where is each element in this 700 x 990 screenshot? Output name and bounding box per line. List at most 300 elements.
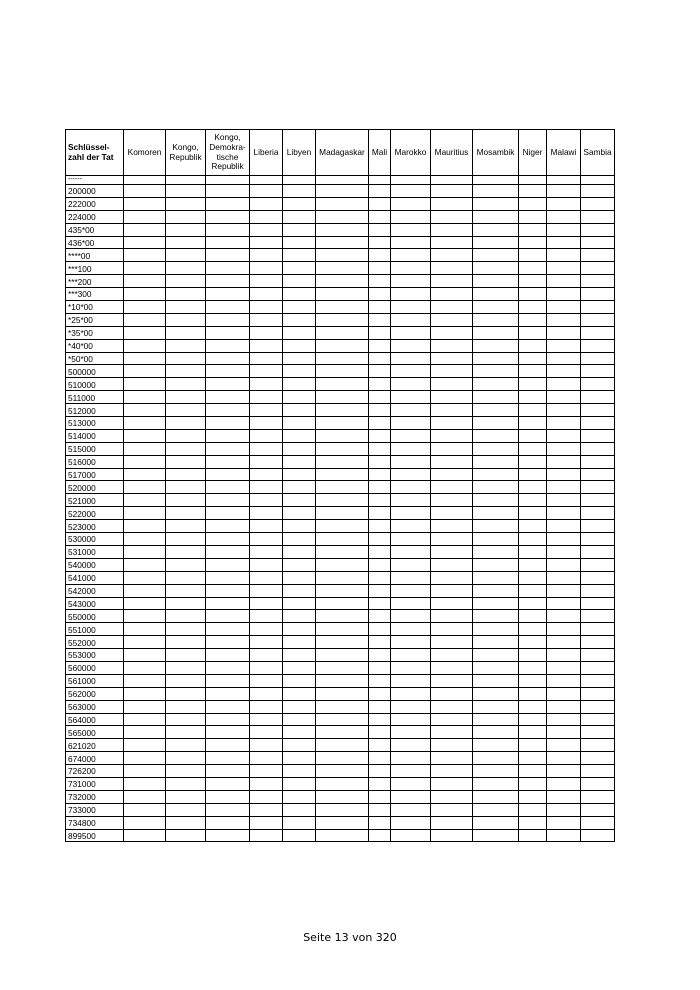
value-cell	[431, 197, 473, 210]
value-cell	[166, 378, 206, 391]
value-cell	[369, 236, 391, 249]
value-cell	[581, 636, 615, 649]
table-row	[66, 197, 615, 210]
value-cell	[283, 417, 316, 430]
key-number-cell: 520000	[66, 481, 124, 494]
value-cell	[206, 610, 250, 623]
value-cell	[547, 752, 581, 765]
key-number-cell: 561000	[66, 674, 124, 687]
value-cell	[391, 545, 431, 558]
value-cell	[166, 790, 206, 803]
value-cell	[316, 417, 369, 430]
table-header-row	[66, 130, 615, 176]
value-cell	[473, 571, 519, 584]
value-cell	[124, 726, 166, 739]
value-cell	[581, 700, 615, 713]
value-cell	[473, 313, 519, 326]
table-row	[66, 223, 615, 236]
table-row	[66, 210, 615, 223]
value-cell	[316, 571, 369, 584]
table-row	[66, 520, 615, 533]
value-cell	[473, 545, 519, 558]
value-cell	[581, 197, 615, 210]
value-cell	[391, 610, 431, 623]
value-cell	[124, 417, 166, 430]
value-cell	[369, 197, 391, 210]
value-cell	[369, 829, 391, 842]
value-cell	[547, 352, 581, 365]
value-cell	[316, 558, 369, 571]
value-cell	[124, 326, 166, 339]
value-cell	[206, 739, 250, 752]
key-number-cell: 516000	[66, 455, 124, 468]
table-row	[66, 803, 615, 816]
value-cell	[316, 249, 369, 262]
value-cell	[431, 649, 473, 662]
value-cell	[124, 210, 166, 223]
value-cell	[473, 790, 519, 803]
value-cell	[283, 752, 316, 765]
value-cell	[124, 674, 166, 687]
value-cell	[369, 661, 391, 674]
value-cell	[316, 726, 369, 739]
value-cell	[431, 739, 473, 752]
value-cell	[431, 236, 473, 249]
value-cell	[250, 455, 283, 468]
value-cell	[391, 352, 431, 365]
value-cell	[547, 829, 581, 842]
value-cell	[316, 752, 369, 765]
value-cell	[519, 713, 547, 726]
value-cell	[473, 687, 519, 700]
value-cell	[206, 584, 250, 597]
value-cell	[431, 610, 473, 623]
value-cell	[206, 816, 250, 829]
value-cell	[250, 365, 283, 378]
value-cell	[250, 726, 283, 739]
value-cell	[250, 623, 283, 636]
value-cell	[473, 442, 519, 455]
value-cell	[124, 765, 166, 778]
value-cell	[581, 326, 615, 339]
value-cell	[581, 713, 615, 726]
value-cell	[166, 700, 206, 713]
value-cell	[431, 455, 473, 468]
value-cell	[431, 442, 473, 455]
key-number-cell: 550000	[66, 610, 124, 623]
table-row	[66, 288, 615, 301]
value-cell	[124, 752, 166, 765]
value-cell	[473, 176, 519, 185]
value-cell	[124, 352, 166, 365]
value-cell	[250, 339, 283, 352]
table-row	[66, 236, 615, 249]
value-cell	[206, 713, 250, 726]
value-cell	[369, 326, 391, 339]
value-cell	[124, 597, 166, 610]
value-cell	[431, 661, 473, 674]
value-cell	[166, 674, 206, 687]
value-cell	[283, 674, 316, 687]
value-cell	[124, 313, 166, 326]
value-cell	[519, 533, 547, 546]
table-row	[66, 700, 615, 713]
value-cell	[473, 326, 519, 339]
value-cell	[519, 803, 547, 816]
value-cell	[250, 507, 283, 520]
value-cell	[581, 236, 615, 249]
value-cell	[283, 481, 316, 494]
value-cell	[473, 417, 519, 430]
value-cell	[166, 275, 206, 288]
value-cell	[316, 223, 369, 236]
value-cell	[581, 739, 615, 752]
value-cell	[581, 176, 615, 185]
value-cell	[431, 584, 473, 597]
value-cell	[391, 417, 431, 430]
value-cell	[250, 176, 283, 185]
value-cell	[581, 210, 615, 223]
value-cell	[431, 597, 473, 610]
value-cell	[206, 185, 250, 198]
value-cell	[250, 288, 283, 301]
value-cell	[283, 765, 316, 778]
value-cell	[206, 765, 250, 778]
value-cell	[391, 507, 431, 520]
value-cell	[369, 378, 391, 391]
value-cell	[206, 429, 250, 442]
value-cell	[391, 301, 431, 314]
value-cell	[431, 339, 473, 352]
value-cell	[519, 623, 547, 636]
value-cell	[166, 816, 206, 829]
value-cell	[316, 468, 369, 481]
value-cell	[124, 378, 166, 391]
value-cell	[166, 571, 206, 584]
value-cell	[391, 378, 431, 391]
value-cell	[369, 790, 391, 803]
value-cell	[391, 429, 431, 442]
value-cell	[206, 790, 250, 803]
value-cell	[283, 197, 316, 210]
value-cell	[316, 507, 369, 520]
value-cell	[316, 649, 369, 662]
key-number-cell: 564000	[66, 713, 124, 726]
value-cell	[206, 558, 250, 571]
value-cell	[124, 494, 166, 507]
value-cell	[369, 417, 391, 430]
value-cell	[369, 687, 391, 700]
value-cell	[250, 197, 283, 210]
value-cell	[206, 339, 250, 352]
value-cell	[250, 417, 283, 430]
country-column-header: Niger	[519, 130, 547, 176]
value-cell	[206, 275, 250, 288]
table-row	[66, 275, 615, 288]
value-cell	[473, 777, 519, 790]
value-cell	[316, 545, 369, 558]
value-cell	[547, 417, 581, 430]
value-cell	[250, 313, 283, 326]
value-cell	[519, 571, 547, 584]
key-number-cell: 551000	[66, 623, 124, 636]
value-cell	[391, 288, 431, 301]
value-cell	[283, 739, 316, 752]
country-column-header: Liberia	[250, 130, 283, 176]
value-cell	[316, 352, 369, 365]
value-cell	[431, 262, 473, 275]
value-cell	[519, 752, 547, 765]
value-cell	[547, 649, 581, 662]
table-row	[66, 378, 615, 391]
value-cell	[283, 455, 316, 468]
value-cell	[316, 739, 369, 752]
value-cell	[250, 275, 283, 288]
value-cell	[547, 739, 581, 752]
value-cell	[124, 249, 166, 262]
key-number-cell: 514000	[66, 429, 124, 442]
key-number-cell: 500000	[66, 365, 124, 378]
value-cell	[250, 610, 283, 623]
value-cell	[316, 790, 369, 803]
value-cell	[206, 223, 250, 236]
value-cell	[124, 661, 166, 674]
table-row	[66, 339, 615, 352]
value-cell	[431, 765, 473, 778]
value-cell	[124, 520, 166, 533]
value-cell	[166, 726, 206, 739]
value-cell	[391, 404, 431, 417]
value-cell	[283, 597, 316, 610]
value-cell	[283, 790, 316, 803]
value-cell	[547, 339, 581, 352]
value-cell	[473, 752, 519, 765]
value-cell	[547, 223, 581, 236]
key-number-cell: 530000	[66, 533, 124, 546]
key-number-cell: 200000	[66, 185, 124, 198]
value-cell	[166, 429, 206, 442]
table-row	[66, 262, 615, 275]
table-row	[66, 661, 615, 674]
value-cell	[316, 301, 369, 314]
value-cell	[473, 610, 519, 623]
value-cell	[547, 610, 581, 623]
value-cell	[283, 803, 316, 816]
value-cell	[547, 584, 581, 597]
value-cell	[206, 378, 250, 391]
value-cell	[124, 455, 166, 468]
value-cell	[206, 661, 250, 674]
value-cell	[473, 584, 519, 597]
value-cell	[283, 636, 316, 649]
value-cell	[431, 417, 473, 430]
value-cell	[519, 610, 547, 623]
value-cell	[369, 752, 391, 765]
value-cell	[581, 442, 615, 455]
value-cell	[547, 713, 581, 726]
table-row	[66, 507, 615, 520]
value-cell	[250, 481, 283, 494]
value-cell	[369, 210, 391, 223]
value-cell	[519, 829, 547, 842]
value-cell	[206, 365, 250, 378]
value-cell	[166, 236, 206, 249]
value-cell	[581, 417, 615, 430]
value-cell	[547, 507, 581, 520]
value-cell	[391, 816, 431, 829]
value-cell	[250, 326, 283, 339]
value-cell	[547, 533, 581, 546]
value-cell	[166, 249, 206, 262]
value-cell	[250, 545, 283, 558]
value-cell	[206, 210, 250, 223]
value-cell	[283, 584, 316, 597]
value-cell	[581, 185, 615, 198]
value-cell	[166, 417, 206, 430]
value-cell	[316, 597, 369, 610]
table-body	[66, 176, 615, 842]
value-cell	[431, 391, 473, 404]
value-cell	[519, 301, 547, 314]
value-cell	[391, 262, 431, 275]
key-number-cell: ***100	[66, 262, 124, 275]
key-number-cell: 732000	[66, 790, 124, 803]
value-cell	[250, 378, 283, 391]
value-cell	[166, 197, 206, 210]
value-cell	[206, 803, 250, 816]
value-cell	[124, 468, 166, 481]
value-cell	[519, 636, 547, 649]
value-cell	[547, 545, 581, 558]
value-cell	[473, 249, 519, 262]
country-column-header: Libyen	[283, 130, 316, 176]
value-cell	[519, 404, 547, 417]
table-row	[66, 429, 615, 442]
value-cell	[391, 455, 431, 468]
value-cell	[431, 558, 473, 571]
value-cell	[473, 301, 519, 314]
value-cell	[547, 674, 581, 687]
value-cell	[283, 275, 316, 288]
value-cell	[124, 571, 166, 584]
value-cell	[283, 571, 316, 584]
value-cell	[473, 339, 519, 352]
value-cell	[431, 429, 473, 442]
value-cell	[369, 404, 391, 417]
key-number-cell: 515000	[66, 442, 124, 455]
value-cell	[519, 288, 547, 301]
value-cell	[519, 197, 547, 210]
value-cell	[166, 558, 206, 571]
table-row	[66, 545, 615, 558]
value-cell	[369, 339, 391, 352]
value-cell	[124, 429, 166, 442]
value-cell	[391, 520, 431, 533]
value-cell	[124, 790, 166, 803]
value-cell	[283, 545, 316, 558]
value-cell	[206, 301, 250, 314]
value-cell	[369, 726, 391, 739]
value-cell	[124, 236, 166, 249]
value-cell	[547, 404, 581, 417]
value-cell	[581, 391, 615, 404]
value-cell	[316, 185, 369, 198]
value-cell	[391, 442, 431, 455]
value-cell	[166, 210, 206, 223]
value-cell	[369, 275, 391, 288]
value-cell	[166, 803, 206, 816]
key-number-cell: 543000	[66, 597, 124, 610]
value-cell	[473, 507, 519, 520]
value-cell	[581, 533, 615, 546]
value-cell	[369, 649, 391, 662]
value-cell	[369, 429, 391, 442]
value-cell	[206, 571, 250, 584]
key-number-cell: 731000	[66, 777, 124, 790]
value-cell	[547, 790, 581, 803]
table-row	[66, 777, 615, 790]
value-cell	[166, 584, 206, 597]
value-cell	[473, 713, 519, 726]
value-cell	[519, 520, 547, 533]
key-number-cell: ------	[66, 176, 124, 185]
table-row	[66, 365, 615, 378]
table-row	[66, 790, 615, 803]
value-cell	[206, 288, 250, 301]
value-cell	[316, 197, 369, 210]
value-cell	[547, 391, 581, 404]
value-cell	[391, 197, 431, 210]
value-cell	[166, 765, 206, 778]
value-cell	[391, 700, 431, 713]
value-cell	[166, 687, 206, 700]
value-cell	[283, 533, 316, 546]
country-column-header: Madagaskar	[316, 130, 369, 176]
value-cell	[581, 378, 615, 391]
value-cell	[391, 636, 431, 649]
value-cell	[250, 739, 283, 752]
value-cell	[166, 739, 206, 752]
value-cell	[473, 236, 519, 249]
value-cell	[166, 520, 206, 533]
value-cell	[519, 249, 547, 262]
value-cell	[369, 455, 391, 468]
value-cell	[250, 301, 283, 314]
value-cell	[369, 442, 391, 455]
table-row	[66, 352, 615, 365]
key-number-cell: *40*00	[66, 339, 124, 352]
value-cell	[369, 610, 391, 623]
value-cell	[473, 765, 519, 778]
value-cell	[431, 829, 473, 842]
value-cell	[124, 649, 166, 662]
value-cell	[166, 507, 206, 520]
value-cell	[547, 481, 581, 494]
value-cell	[547, 365, 581, 378]
table-row	[66, 481, 615, 494]
value-cell	[547, 597, 581, 610]
value-cell	[473, 262, 519, 275]
value-cell	[431, 249, 473, 262]
value-cell	[316, 533, 369, 546]
value-cell	[250, 636, 283, 649]
value-cell	[519, 584, 547, 597]
table-row	[66, 558, 615, 571]
value-cell	[124, 301, 166, 314]
key-number-cell: *10*00	[66, 301, 124, 314]
value-cell	[166, 365, 206, 378]
value-cell	[519, 455, 547, 468]
